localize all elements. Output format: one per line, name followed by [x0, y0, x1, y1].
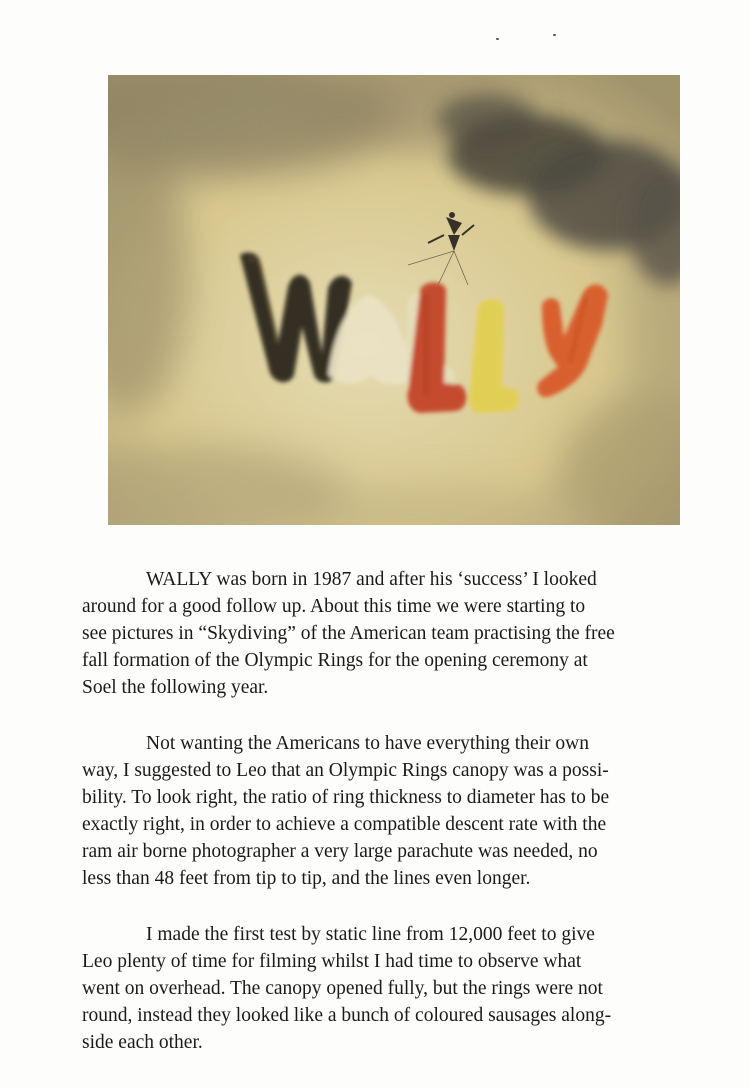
- text-line: WALLY was born in 1987 and after his ‘success’ I looked: [146, 569, 597, 590]
- text-line: ram air borne photographer a very large parachute was needed, no: [82, 841, 598, 862]
- text-line: round, instead they looked like a bunch of coloured sausages along-: [82, 1005, 612, 1026]
- text-line: exactly right, in order to achieve a compatible descent rate with the: [82, 814, 607, 835]
- wally-canopy-photo: [108, 75, 680, 525]
- scan-speck: [496, 38, 499, 40]
- text-line: Soel the following year.: [82, 677, 269, 698]
- paragraph-3: [82, 921, 700, 1056]
- paragraph-2: [82, 730, 700, 892]
- text-line: fall formation of the Olympic Rings for the opening ceremony at: [82, 650, 588, 671]
- text-line: Leo plenty of time for filming whilst I had time to observe what: [82, 951, 582, 972]
- text-line: less than 48 feet from tip to tip, and the lines even longer.: [82, 868, 531, 889]
- text-line: way, I suggested to Leo that an Olympic Rings canopy was a possi-: [82, 760, 609, 781]
- paragraph-1: [82, 566, 700, 701]
- photo-illustration: [108, 75, 680, 525]
- text-line: side each other.: [82, 1032, 203, 1053]
- body-text: [82, 566, 700, 1085]
- text-line: around for a good follow up. About this time we were starting to: [82, 596, 586, 617]
- scan-speck: [553, 34, 556, 36]
- text-line: Not wanting the Americans to have everything their own: [146, 733, 589, 754]
- photo-grain: [108, 75, 680, 525]
- text-line: see pictures in “Skydiving” of the American team practising the free: [82, 623, 615, 644]
- text-line: bility. To look right, the ratio of ring thickness to diameter has to be: [82, 787, 610, 808]
- text-line: I made the first test by static line from 12,000 feet to give: [146, 924, 595, 945]
- text-line: went on overhead. The canopy opened fully, but the rings were not: [82, 978, 603, 999]
